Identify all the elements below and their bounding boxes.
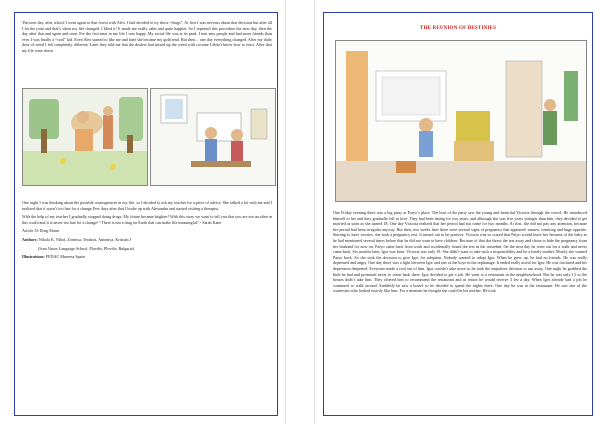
right-page <box>314 0 600 424</box>
story-title: THE REUNION OF DESTINIES <box>419 26 497 31</box>
story-paragraph-1 <box>22 20 272 57</box>
illustrations-label: Illustrations: <box>22 254 45 260</box>
illustration-forest <box>22 88 148 186</box>
illustration-classroom <box>150 88 276 186</box>
article-reference: Article 33 Drug Abuse <box>22 228 60 234</box>
restaurant-drawing-icon <box>336 41 586 201</box>
story-text: One Friday evening there was a big party at Patyo’s place. The host of the party saw the young and beautiful Victoria through the crowd. He introduced himself to her and they gradually fell in love. They had been dating for two years, and although she was five years younger than him, they decided to get married as soon as she turned 18. One day Victoria realized that her period had not come for two months. At first, she did not pay any attention, because her period had been irregular anyway. But then, two weeks later there were several signs of pregnancy that appeared: nausea, vomiting and huge appetite. Starting to have worries, she took a pregnancy test. It turned out to be positive. Victoria was so scared that Patyo would leave her because of the baby as he had mentioned several times before that he did not want to have children. Because of that she threw the test away and chose to hide the pregnancy from her husband for now on. Patyo came back from work and accidentally found the test in the wastebin. On the next day he went out for a walk and never came back. Six months later, Igor was born. Victoria was only 19. She didn’t want to take such a responsibility and be a lonely mother. Mostly she wanted Patyo back. So she took the decision to give Igor for adoption. Nobody wanted to adopt Igor. When he grew up, he had no friends. He was really depressed and angry. One day there was a fight between Igor and one of the boys in the orphanage. It ended really awful for Igor. He was fractured and his depression deepened. Everyone made a fool out of him. Igor couldn’t take more so he took the impulsive decision to run away. One night he grabbed the little he had and promised never to come back there. Igor decided to get a job. He went to a restaurant in the neighbourhood. But he was only 13 so the bosses didn’t take him. They offered him to recommend the restaurant and in return he would receive 3 lev a day. When Igor already had a job he continued to walk around. Suddenly he saw a hostel so he decided to spend the nights there. One day he was at the restaurant. He saw one of the waitresses who looked exactly like him. For a moment he thought she could be his mother. He took <box>333 210 587 294</box>
school-line: (Ivan Vazov Language School, Plovdiv, Plovdiv, Bulgaria) <box>38 245 134 251</box>
story-paragraph-2-block <box>22 200 272 263</box>
teacher-drawing-icon <box>151 89 275 185</box>
paragraph-3: With the help of my teacher I gradually stopped doing drugs. My future became brighter! With this story we want to tell you that you are not an alien in this world and it is never too late for a change! “There is not a drug on Earth that can make life meaningful” - Sarah Kane <box>22 214 272 225</box>
story-body <box>333 210 587 297</box>
paragraph-1: The next day, after school I went again to that forest with Alex. I had decided to try those “drugs”. At first I was nervous about that decision but after all I hit the joint and that’s when my life changed. I liked it! It made me really calm and quite happier. So I repeated this procedure the next day, then the day after that and again and soon. For the first time in my life I was happy. My social life was at its peak. I met new people and had more friends than ever. I was finally a “cool” kid. Even Alex started to like me and later she became my girlfriend. But then… one day everything changed. After my daily dose of weed I felt completely different. Later they told me that the dealers had mixed up the weed with cocaine I didn’t know how to react. After that my life went down. <box>22 20 272 53</box>
authors-line <box>22 237 272 243</box>
illustrations-line <box>22 254 272 260</box>
illustration-restaurant <box>335 40 587 202</box>
forest-drawing-icon <box>23 89 147 185</box>
paragraph-2: One night I was thinking about the possible consequences in my life, so I decided to ask my teacher for a piece of advice. She talked a lot with me and I realized that it wasn’t too late for a change.Few days after that I broke up with Alexandra and started visiting a therapist. <box>22 200 272 211</box>
authors-names: Nikola K, Nikol, Zornitsa, Teodora, Antoniya, Kristian J <box>38 236 132 242</box>
illustrations-credit: FEDAC Manresa Spain <box>45 254 85 260</box>
authors-label: Authors: <box>22 236 38 242</box>
left-page <box>0 0 286 424</box>
